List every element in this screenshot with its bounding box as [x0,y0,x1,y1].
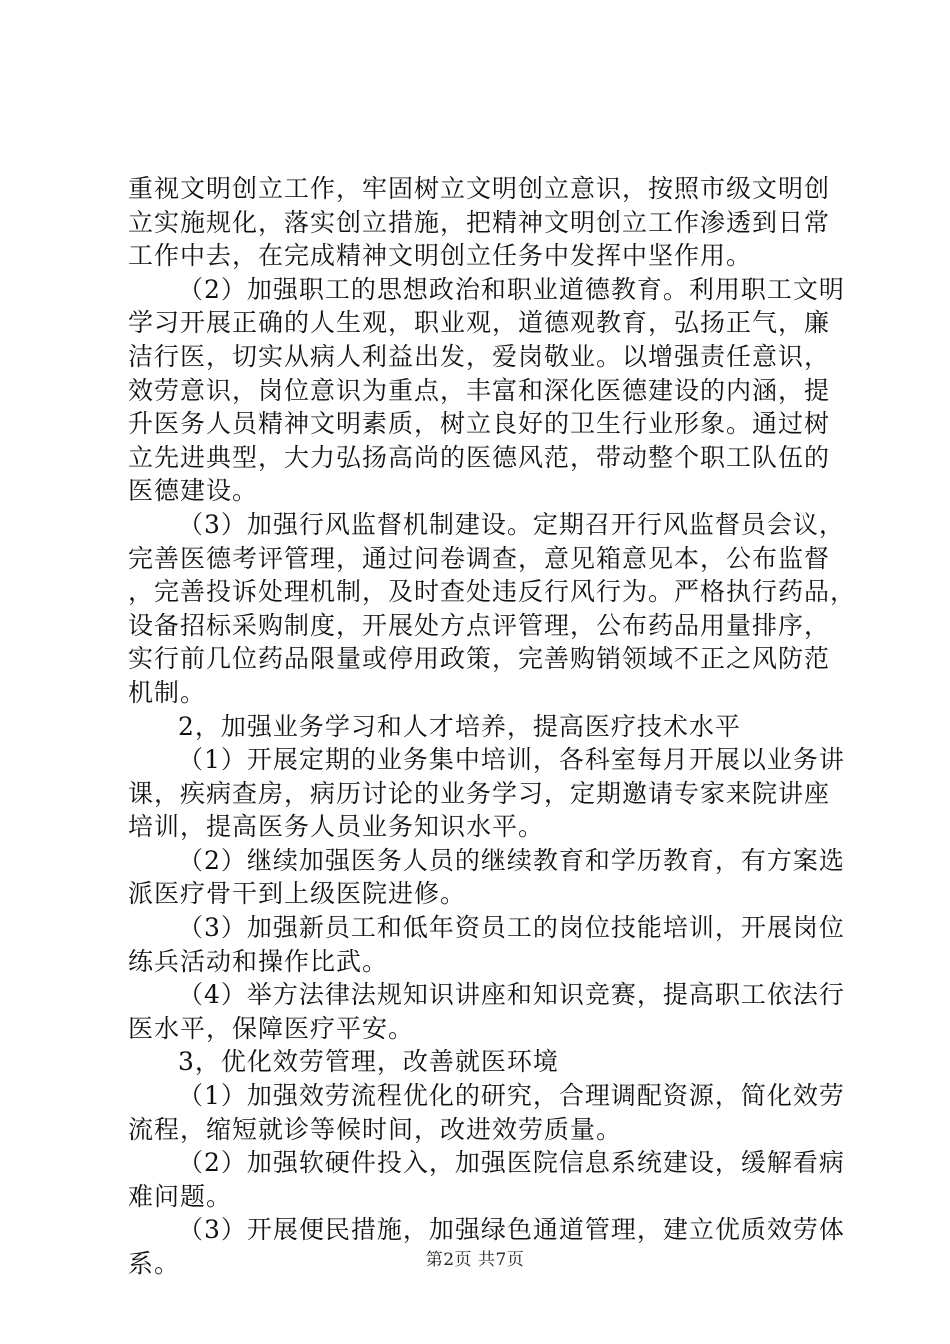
page-number-footer: 第2页 共7页 [425,1250,525,1270]
section-heading: 3，优化效劳管理，改善就医环境 [178,1047,559,1077]
text-line: （1）开展定期的业务集中培训，各科室每月开展以业务讲 [178,745,845,775]
text-line: 立实施规化，落实创立措施，把精神文明创立工作渗透到日常 [128,207,831,237]
text-line: 流程，缩短就诊等候时间，改进效劳质量。 [128,1114,623,1144]
text-line: 医德建设。 [128,476,259,506]
text-line: 实行前几位药品限量或停用政策，完善购销领域不正之风防范 [128,644,831,674]
text-line: （2）继续加强医务人员的继续教育和学历教育，有方案选 [178,845,845,875]
text-line: （3）加强新员工和低年资员工的岗位技能培训，开展岗位 [178,913,845,943]
text-line: 派医疗骨干到上级医院进修。 [128,879,467,909]
text-line: 重视文明创立工作，牢固树立文明创立意识，按照市级文明创 [128,174,831,203]
text-line: 效劳意识，岗位意识为重点，丰富和深化医德建设的内涵，提 [128,375,831,405]
text-line: 课，疾病查房，病历讨论的业务学习，定期邀请专家来院讲座 [128,778,831,808]
text-line: （3）加强行风监督机制建设。定期召开行风监督员会议， [178,509,845,539]
text-line: ，完善投诉处理机制，及时查处违反行风行为。严格执行药品， [128,577,857,607]
text-line: 洁行医，切实从病人利益出发，爱岗敬业。以增强责任意识， [128,341,831,371]
section-heading: 2，加强业务学习和人才培养，提高医疗技术水平 [178,711,741,741]
text-line: 难问题。 [128,1181,233,1211]
text-line: 机制。 [128,677,207,707]
text-line: 练兵活动和操作比武。 [128,946,389,976]
text-line: （2）加强职工的思想政治和职业道德教育。利用职工文明 [178,274,845,304]
document-body [128,172,857,1281]
text-line: （4）举方法律法规知识讲座和知识竞赛，提高职工依法行 [178,980,845,1010]
text-line: 医水平，保障医疗平安。 [128,1013,415,1043]
text-line: 系。 [128,1249,181,1278]
text-line: 立先进典型，大力弘扬高尚的医德风范，带动整个职工队伍的 [128,442,831,472]
text-line: 培训，提高医务人员业务知识水平。 [128,812,545,842]
text-line: 学习开展正确的人生观，职业观，道德观教育，弘扬正气，廉 [128,308,831,338]
text-line: 升医务人员精神文明素质，树立良好的卫生行业形象。通过树 [128,409,831,439]
text-line: 完善医德考评管理，通过问卷调查，意见箱意见本，公布监督 [128,543,831,573]
text-line: 设备招标采购制度，开展处方点评管理，公布药品用量排序， [128,610,831,640]
text-line: （2）加强软硬件投入，加强医院信息系统建设，缓解看病 [178,1148,845,1178]
text-line: （1）加强效劳流程优化的研究，合理调配资源，简化效劳 [178,1081,845,1111]
text-line: 工作中去，在完成精神文明创立任务中发挥中坚作用。 [128,241,753,271]
text-line: （3）开展便民措施，加强绿色通道管理，建立优质效劳体 [178,1215,845,1245]
